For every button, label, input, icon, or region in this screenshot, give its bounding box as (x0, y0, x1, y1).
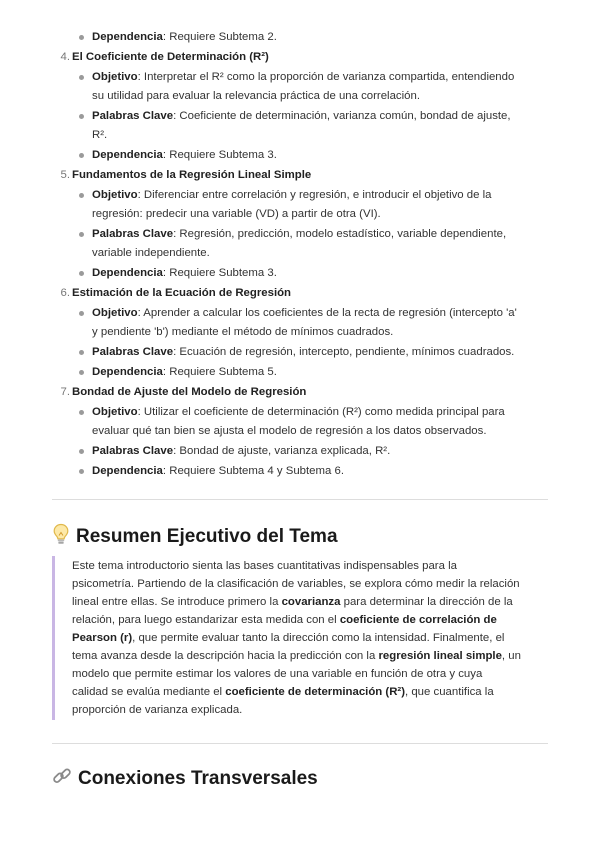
resumen-text: para determinar la dirección de la (340, 596, 513, 608)
resumen-heading (52, 523, 338, 551)
dependencia-label: Dependencia (92, 465, 163, 477)
resumen-text: calidad se evalúa mediante el (72, 686, 226, 698)
dependencia-value: : Requiere Subtema 3. (162, 149, 277, 161)
subtema-number: 6. (60, 287, 70, 299)
resumen-text: Este tema introductorio sienta las bases cuantitativas indispensables para la (72, 560, 457, 572)
subtema-title: Fundamentos de la Regresión Lineal Simple (72, 169, 312, 181)
palabras-clave-label: Palabras Clave (92, 445, 174, 457)
bullet-icon (79, 350, 84, 355)
bullet-icon (79, 153, 84, 158)
resumen-line (72, 611, 497, 629)
objetivo-text: y pendiente 'b') mediante el método de mínimos cuadrados. (92, 326, 394, 338)
objetivo-text-cont (92, 87, 420, 106)
subtema-number: 7. (60, 386, 70, 398)
resumen-line (72, 575, 520, 593)
section-divider (52, 499, 548, 500)
resumen-heading-text: Resumen Ejecutivo del Tema (76, 526, 338, 547)
dependencia-value: : Requiere Subtema 2. (162, 31, 277, 43)
dependencia-item (92, 264, 277, 283)
objetivo-item (92, 403, 505, 422)
subtema-title: Bondad de Ajuste del Modelo de Regresión (72, 386, 307, 398)
quote-bar (52, 556, 55, 720)
subtema-title: Estimación de la Ecuación de Regresión (72, 287, 292, 299)
key-term: coeficiente de correlación de (339, 614, 497, 626)
objetivo-item (92, 304, 517, 323)
palabras-clave-label: Palabras Clave (92, 228, 174, 240)
objetivo-text-cont (92, 205, 381, 224)
dependencia-item (92, 28, 277, 47)
palabras-clave-text: : Bondad de ajuste, varianza explicada, R². (173, 445, 391, 457)
key-term: Pearson (r) (72, 632, 133, 644)
bullet-icon (79, 469, 84, 474)
key-term: covarianza (281, 596, 341, 608)
bullet-icon (79, 35, 84, 40)
objetivo-text: : Diferenciar entre correlación y regresión, e introducir el objetivo de la (137, 189, 492, 201)
resumen-line (72, 557, 457, 575)
objetivo-text: su utilidad para evaluar la relevancia práctica de una correlación. (92, 90, 420, 102)
bullet-icon (79, 75, 84, 80)
key-term: coeficiente de determinación (R²) (225, 686, 406, 698)
resumen-text: , que cuantifica la (405, 686, 494, 698)
dependencia-label: Dependencia (92, 149, 163, 161)
resumen-text: modelo que permite estimar los valores de una variable en función de otra y cuya (72, 668, 483, 680)
resumen-text: lineal entre ellas. Se introduce primero la (72, 596, 282, 608)
resumen-text: , un (501, 650, 521, 662)
dependencia-item (92, 363, 277, 382)
palabras-clave-text: : Ecuación de regresión, intercepto, pendiente, mínimos cuadrados. (173, 346, 515, 358)
subtema-number: 5. (60, 169, 70, 181)
bullet-icon (79, 193, 84, 198)
dependencia-item (92, 146, 277, 165)
conexiones-heading (52, 766, 318, 792)
dependencia-label: Dependencia (92, 366, 163, 378)
conexiones-heading-text: Conexiones Transversales (78, 768, 318, 789)
objetivo-text: evaluar qué tan bien se ajusta el modelo de regresión a los datos observados. (92, 425, 487, 437)
section-divider (52, 743, 548, 744)
subtema-title: El Coeficiente de Determinación (R²) (72, 51, 269, 63)
bullet-icon (79, 449, 84, 454)
resumen-text: psicometría. Partiendo de la clasificación de variables, se explora cómo medir la relación (72, 578, 520, 590)
objetivo-label: Objetivo (92, 189, 138, 201)
resumen-line (72, 683, 494, 701)
resumen-text: relación, para luego estandarizar esta medida con el (72, 614, 340, 626)
palabras-clave-text: : Coeficiente de determinación, varianza común, bondad de ajuste, (173, 110, 511, 122)
objetivo-text-cont (92, 323, 393, 342)
objetivo-text: regresión: predecir una variable (VD) a partir de otra (VI). (92, 208, 381, 220)
resumen-text: tema avanza desde la descripción hacia la predicción con la (72, 650, 379, 662)
palabras-clave-label: Palabras Clave (92, 110, 174, 122)
bullet-icon (79, 370, 84, 375)
bullet-icon (79, 232, 84, 237)
palabras-clave-item (92, 442, 390, 461)
dependencia-item (92, 462, 344, 481)
objetivo-label: Objetivo (92, 71, 138, 83)
palabras-clave-text: variable independiente. (92, 247, 210, 259)
palabras-clave-label: Palabras Clave (92, 346, 174, 358)
resumen-line (72, 701, 242, 719)
key-term: regresión lineal simple (378, 650, 502, 662)
subtema-number: 4. (60, 51, 70, 63)
objetivo-item (92, 68, 514, 87)
bullet-icon (79, 271, 84, 276)
resumen-line (72, 665, 482, 683)
palabras-clave-text-cont (92, 244, 210, 263)
dependencia-label: Dependencia (92, 267, 163, 279)
objetivo-text: : Utilizar el coeficiente de determinación (R²) como medida principal para (137, 406, 505, 418)
dependencia-value: : Requiere Subtema 5. (162, 366, 277, 378)
objetivo-text: : Aprender a calcular los coeficientes de la recta de regresión (intercepto 'a' (137, 307, 517, 319)
objetivo-label: Objetivo (92, 406, 138, 418)
resumen-line (72, 629, 504, 647)
resumen-text: proporción de varianza explicada. (72, 704, 243, 716)
resumen-line (72, 593, 513, 611)
resumen-line (72, 647, 521, 665)
palabras-clave-item (92, 225, 506, 244)
bullet-icon (79, 410, 84, 415)
objetivo-label: Objetivo (92, 307, 138, 319)
dependencia-value: : Requiere Subtema 4 y Subtema 6. (162, 465, 344, 477)
bullet-icon (79, 114, 84, 119)
objetivo-text: : Interpretar el R² como la proporción de varianza compartida, entendiendo (137, 71, 515, 83)
objetivo-text-cont (92, 422, 487, 441)
objetivo-item (92, 186, 492, 205)
resumen-text: , que permite evaluar tanto la dirección como la intensidad. Finalmente, el (132, 632, 505, 644)
palabras-clave-item (92, 343, 514, 362)
palabras-clave-text: R². (92, 129, 108, 141)
link-icon (52, 766, 72, 792)
palabras-clave-text-cont (92, 126, 107, 145)
bullet-icon (79, 311, 84, 316)
dependencia-label: Dependencia (92, 31, 163, 43)
lightbulb-icon (52, 523, 70, 551)
palabras-clave-item (92, 107, 511, 126)
palabras-clave-text: : Regresión, predicción, modelo estadístico, variable dependiente, (173, 228, 507, 240)
dependencia-value: : Requiere Subtema 3. (162, 267, 277, 279)
